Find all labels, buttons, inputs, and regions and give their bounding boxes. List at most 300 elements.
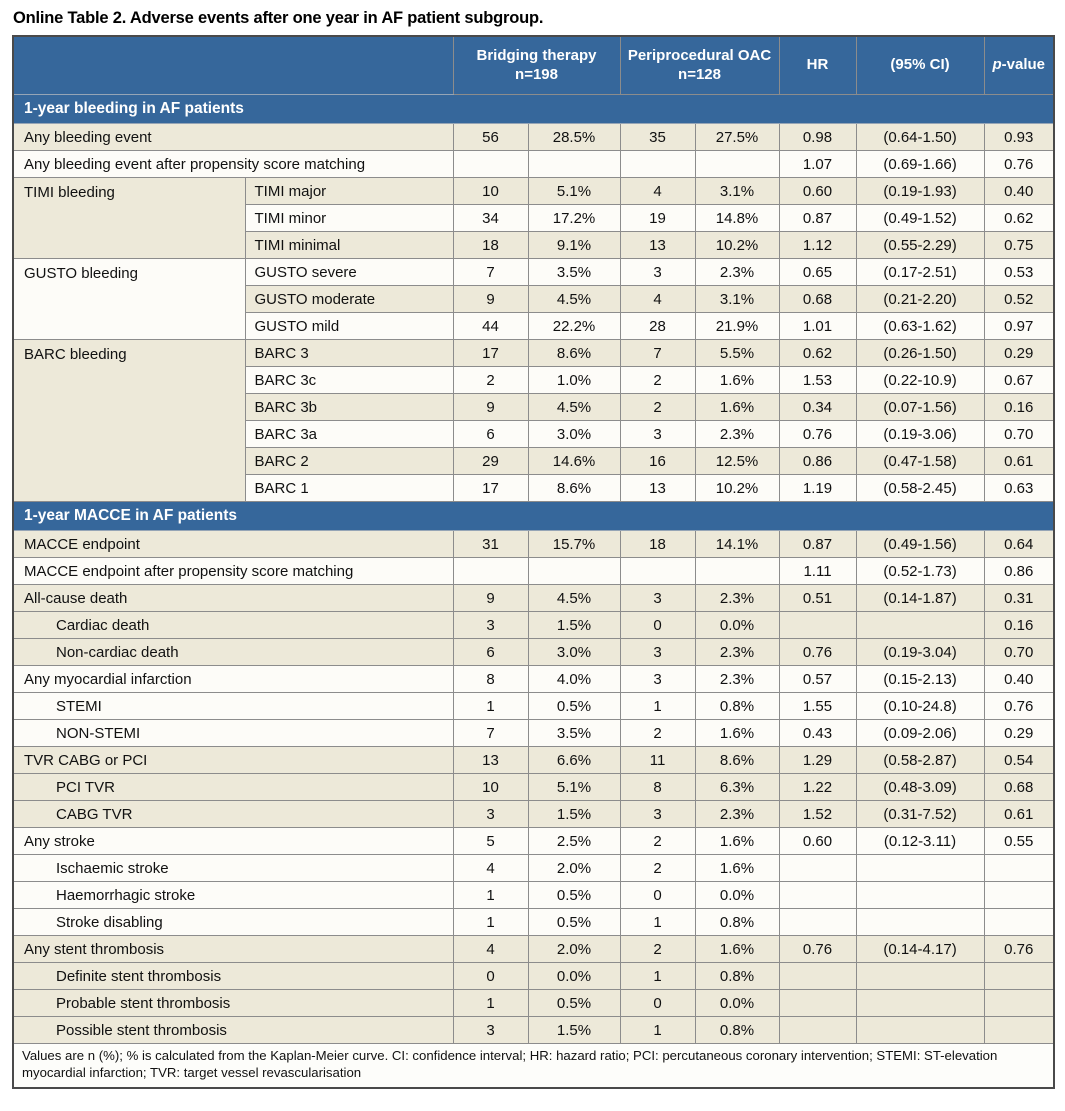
cell-n-oac: 2 xyxy=(620,720,695,747)
cell-ci: (0.47-1.58) xyxy=(856,448,984,475)
cell-pct-bridging: 2.5% xyxy=(528,828,620,855)
cell-pct-bridging: 22.2% xyxy=(528,313,620,340)
cell-pvalue: 0.70 xyxy=(984,421,1054,448)
cell-pct-bridging: 4.5% xyxy=(528,286,620,313)
cell-pct-oac: 6.3% xyxy=(695,774,779,801)
cell-pct-bridging: 4.5% xyxy=(528,585,620,612)
row-label: BARC 3a xyxy=(245,421,453,448)
cell-pvalue: 0.55 xyxy=(984,828,1054,855)
cell-pvalue: 0.29 xyxy=(984,340,1054,367)
cell-ci xyxy=(856,855,984,882)
cell-pct-oac: 1.6% xyxy=(695,394,779,421)
cell-ci: (0.21-2.20) xyxy=(856,286,984,313)
row-label: Stroke disabling xyxy=(13,909,453,936)
row-label: Possible stent thrombosis xyxy=(13,1017,453,1044)
row-label: GUSTO severe xyxy=(245,259,453,286)
cell-pvalue: 0.40 xyxy=(984,178,1054,205)
cell-hr: 0.60 xyxy=(779,828,856,855)
cell-hr xyxy=(779,963,856,990)
cell-pct-oac: 3.1% xyxy=(695,286,779,313)
cell-hr: 1.29 xyxy=(779,747,856,774)
section-header-row xyxy=(13,95,1054,124)
cell-n-bridging: 1 xyxy=(453,909,528,936)
table-row xyxy=(13,855,1054,882)
cell-ci: (0.58-2.87) xyxy=(856,747,984,774)
cell-ci: (0.14-4.17) xyxy=(856,936,984,963)
cell-pct-oac: 0.8% xyxy=(695,963,779,990)
cell-n-bridging: 18 xyxy=(453,232,528,259)
cell-pvalue: 0.16 xyxy=(984,612,1054,639)
cell-pct-oac: 2.3% xyxy=(695,801,779,828)
cell-n-bridging: 9 xyxy=(453,585,528,612)
section-header: 1-year MACCE in AF patients xyxy=(13,502,1054,531)
row-label: TIMI minor xyxy=(245,205,453,232)
cell-pct-oac: 0.8% xyxy=(695,1017,779,1044)
row-label: Any myocardial infarction xyxy=(13,666,453,693)
cell-hr: 0.76 xyxy=(779,936,856,963)
table-row xyxy=(13,801,1054,828)
cell-n-oac xyxy=(620,558,695,585)
cell-pct-bridging: 0.5% xyxy=(528,990,620,1017)
cell-pct-bridging: 4.5% xyxy=(528,394,620,421)
row-label: Any stent thrombosis xyxy=(13,936,453,963)
cell-pct-bridging: 15.7% xyxy=(528,531,620,558)
cell-pct-oac: 5.5% xyxy=(695,340,779,367)
row-label: Ischaemic stroke xyxy=(13,855,453,882)
cell-n-oac: 2 xyxy=(620,936,695,963)
cell-pvalue xyxy=(984,1017,1054,1044)
cell-n-bridging: 56 xyxy=(453,124,528,151)
cell-pct-oac: 3.1% xyxy=(695,178,779,205)
cell-n-oac: 16 xyxy=(620,448,695,475)
row-label: All-cause death xyxy=(13,585,453,612)
cell-hr: 1.11 xyxy=(779,558,856,585)
table-row xyxy=(13,612,1054,639)
cell-ci xyxy=(856,612,984,639)
cell-n-oac: 1 xyxy=(620,693,695,720)
cell-pct-oac: 1.6% xyxy=(695,828,779,855)
cell-n-oac: 1 xyxy=(620,1017,695,1044)
cell-pct-bridging: 17.2% xyxy=(528,205,620,232)
row-label: Non-cardiac death xyxy=(13,639,453,666)
row-label: TVR CABG or PCI xyxy=(13,747,453,774)
cell-hr: 0.60 xyxy=(779,178,856,205)
cell-pvalue xyxy=(984,855,1054,882)
cell-ci: (0.19-3.06) xyxy=(856,421,984,448)
cell-pvalue: 0.64 xyxy=(984,531,1054,558)
cell-hr xyxy=(779,855,856,882)
cell-n-bridging: 7 xyxy=(453,259,528,286)
row-label: PCI TVR xyxy=(13,774,453,801)
cell-n-bridging: 8 xyxy=(453,666,528,693)
cell-n-oac: 19 xyxy=(620,205,695,232)
cell-pvalue: 0.76 xyxy=(984,693,1054,720)
cell-ci: (0.26-1.50) xyxy=(856,340,984,367)
cell-pvalue: 0.61 xyxy=(984,448,1054,475)
cell-n-oac: 8 xyxy=(620,774,695,801)
cell-pct-bridging: 8.6% xyxy=(528,475,620,502)
cell-pvalue xyxy=(984,909,1054,936)
cell-pct-oac: 1.6% xyxy=(695,936,779,963)
cell-pvalue: 0.70 xyxy=(984,639,1054,666)
table-row xyxy=(13,963,1054,990)
row-label: CABG TVR xyxy=(13,801,453,828)
cell-pct-oac: 0.0% xyxy=(695,612,779,639)
cell-n-oac xyxy=(620,151,695,178)
cell-pvalue xyxy=(984,990,1054,1017)
row-label: GUSTO moderate xyxy=(245,286,453,313)
row-label: STEMI xyxy=(13,693,453,720)
cell-ci: (0.12-3.11) xyxy=(856,828,984,855)
cell-hr xyxy=(779,1017,856,1044)
cell-pct-bridging xyxy=(528,558,620,585)
cell-pct-oac: 1.6% xyxy=(695,855,779,882)
p-rest: -value xyxy=(1001,56,1046,74)
oac-n: n=128 xyxy=(678,65,721,83)
cell-pct-oac: 14.8% xyxy=(695,205,779,232)
cell-n-bridging: 7 xyxy=(453,720,528,747)
cell-pct-bridging: 3.5% xyxy=(528,720,620,747)
cell-n-oac: 2 xyxy=(620,367,695,394)
cell-n-bridging: 3 xyxy=(453,801,528,828)
footnote-row xyxy=(13,1044,1054,1088)
cell-n-bridging: 5 xyxy=(453,828,528,855)
cell-n-oac: 4 xyxy=(620,286,695,313)
cell-pvalue: 0.75 xyxy=(984,232,1054,259)
cell-pct-bridging: 1.5% xyxy=(528,1017,620,1044)
cell-pvalue: 0.31 xyxy=(984,585,1054,612)
cell-pct-oac: 1.6% xyxy=(695,367,779,394)
cell-n-oac: 4 xyxy=(620,178,695,205)
header-blank-cell xyxy=(13,36,453,95)
row-label: Any bleeding event xyxy=(13,124,453,151)
cell-pct-oac: 2.3% xyxy=(695,259,779,286)
cell-pvalue: 0.62 xyxy=(984,205,1054,232)
cell-hr: 1.19 xyxy=(779,475,856,502)
table-row xyxy=(13,990,1054,1017)
cell-pct-bridging: 0.5% xyxy=(528,693,620,720)
table-row xyxy=(13,909,1054,936)
cell-n-bridging: 1 xyxy=(453,693,528,720)
cell-n-oac: 3 xyxy=(620,259,695,286)
cell-pvalue: 0.61 xyxy=(984,801,1054,828)
cell-ci: (0.64-1.50) xyxy=(856,124,984,151)
cell-n-oac: 0 xyxy=(620,612,695,639)
cell-pct-oac: 10.2% xyxy=(695,232,779,259)
cell-n-bridging: 1 xyxy=(453,882,528,909)
cell-pct-oac: 21.9% xyxy=(695,313,779,340)
cell-n-oac: 13 xyxy=(620,232,695,259)
cell-ci: (0.63-1.62) xyxy=(856,313,984,340)
cell-n-oac: 0 xyxy=(620,882,695,909)
cell-pct-bridging: 4.0% xyxy=(528,666,620,693)
cell-ci xyxy=(856,909,984,936)
table-row xyxy=(13,720,1054,747)
cell-pct-bridging: 6.6% xyxy=(528,747,620,774)
cell-n-bridging: 4 xyxy=(453,936,528,963)
page-title: Online Table 2. Adverse events after one year in AF patient subgroup. xyxy=(13,9,544,27)
cell-hr: 0.87 xyxy=(779,205,856,232)
cell-pct-bridging: 2.0% xyxy=(528,936,620,963)
row-label: Definite stent thrombosis xyxy=(13,963,453,990)
header-col-bridging xyxy=(453,36,620,95)
section-header-row xyxy=(13,502,1054,531)
table-row xyxy=(13,151,1054,178)
cell-pct-oac: 0.8% xyxy=(695,909,779,936)
cell-n-oac: 2 xyxy=(620,828,695,855)
cell-n-oac: 1 xyxy=(620,909,695,936)
cell-hr: 0.34 xyxy=(779,394,856,421)
row-label: Any bleeding event after propensity score matching xyxy=(13,151,453,178)
cell-hr: 0.86 xyxy=(779,448,856,475)
cell-pct-oac: 0.0% xyxy=(695,990,779,1017)
table-row xyxy=(13,774,1054,801)
cell-ci: (0.14-1.87) xyxy=(856,585,984,612)
cell-n-bridging: 10 xyxy=(453,774,528,801)
table-row xyxy=(13,259,1054,286)
row-label: TIMI minimal xyxy=(245,232,453,259)
cell-n-oac: 35 xyxy=(620,124,695,151)
cell-ci xyxy=(856,990,984,1017)
cell-pct-oac: 2.3% xyxy=(695,639,779,666)
cell-n-bridging: 17 xyxy=(453,340,528,367)
cell-hr: 1.55 xyxy=(779,693,856,720)
cell-hr: 0.62 xyxy=(779,340,856,367)
cell-pct-bridging: 1.0% xyxy=(528,367,620,394)
cell-pvalue: 0.97 xyxy=(984,313,1054,340)
row-label: Probable stent thrombosis xyxy=(13,990,453,1017)
group-label: GUSTO bleeding xyxy=(13,259,245,340)
cell-hr xyxy=(779,612,856,639)
cell-hr: 0.87 xyxy=(779,531,856,558)
cell-ci: (0.09-2.06) xyxy=(856,720,984,747)
cell-n-oac: 11 xyxy=(620,747,695,774)
cell-n-bridging: 29 xyxy=(453,448,528,475)
cell-pct-oac xyxy=(695,558,779,585)
row-label: Haemorrhagic stroke xyxy=(13,882,453,909)
header-col-hr: HR xyxy=(779,36,856,95)
cell-ci: (0.48-3.09) xyxy=(856,774,984,801)
row-label: BARC 3c xyxy=(245,367,453,394)
cell-pct-oac: 27.5% xyxy=(695,124,779,151)
row-label: Any stroke xyxy=(13,828,453,855)
cell-pct-oac: 12.5% xyxy=(695,448,779,475)
cell-n-bridging: 1 xyxy=(453,990,528,1017)
table-row xyxy=(13,178,1054,205)
table-row xyxy=(13,693,1054,720)
header-col-ci: (95% CI) xyxy=(856,36,984,95)
row-label: Cardiac death xyxy=(13,612,453,639)
cell-hr: 1.07 xyxy=(779,151,856,178)
table-row xyxy=(13,585,1054,612)
cell-n-bridging: 3 xyxy=(453,1017,528,1044)
cell-ci: (0.49-1.56) xyxy=(856,531,984,558)
cell-ci xyxy=(856,1017,984,1044)
cell-pvalue: 0.76 xyxy=(984,936,1054,963)
cell-pvalue: 0.63 xyxy=(984,475,1054,502)
row-label: BARC 2 xyxy=(245,448,453,475)
cell-n-oac: 3 xyxy=(620,801,695,828)
bridging-n: n=198 xyxy=(515,65,558,83)
cell-n-bridging: 17 xyxy=(453,475,528,502)
row-label: MACCE endpoint after propensity score matching xyxy=(13,558,453,585)
cell-n-oac: 13 xyxy=(620,475,695,502)
table-row xyxy=(13,558,1054,585)
cell-hr: 1.52 xyxy=(779,801,856,828)
cell-ci xyxy=(856,963,984,990)
cell-ci: (0.58-2.45) xyxy=(856,475,984,502)
cell-pct-bridging: 1.5% xyxy=(528,612,620,639)
table-body xyxy=(13,95,1054,1044)
adverse-events-table xyxy=(12,35,1055,1089)
table-row xyxy=(13,747,1054,774)
cell-n-bridging: 10 xyxy=(453,178,528,205)
cell-ci: (0.07-1.56) xyxy=(856,394,984,421)
cell-n-oac: 3 xyxy=(620,639,695,666)
cell-pct-oac: 2.3% xyxy=(695,666,779,693)
cell-n-oac: 1 xyxy=(620,963,695,990)
cell-pvalue xyxy=(984,963,1054,990)
cell-pct-bridging: 9.1% xyxy=(528,232,620,259)
cell-pct-oac: 0.0% xyxy=(695,882,779,909)
cell-ci: (0.19-1.93) xyxy=(856,178,984,205)
cell-pvalue: 0.93 xyxy=(984,124,1054,151)
cell-hr: 0.65 xyxy=(779,259,856,286)
bridging-label: Bridging therapy xyxy=(476,46,597,64)
cell-n-bridging xyxy=(453,558,528,585)
cell-n-bridging: 13 xyxy=(453,747,528,774)
cell-pct-oac xyxy=(695,151,779,178)
cell-hr: 1.22 xyxy=(779,774,856,801)
cell-n-bridging: 9 xyxy=(453,286,528,313)
footnote-text: Values are n (%); % is calculated from the Kaplan-Meier curve. CI: confidence interval; HR: hazard ratio; PCI: percutaneous coronary intervention; STEMI: ST-elevation myocardial infarction; TVR: target vessel revascularisation xyxy=(13,1044,1054,1088)
cell-hr xyxy=(779,909,856,936)
table-row xyxy=(13,828,1054,855)
cell-pvalue: 0.52 xyxy=(984,286,1054,313)
cell-pct-oac: 2.3% xyxy=(695,421,779,448)
cell-hr: 0.51 xyxy=(779,585,856,612)
cell-pvalue: 0.76 xyxy=(984,151,1054,178)
cell-n-oac: 7 xyxy=(620,340,695,367)
p-italic: p xyxy=(992,56,1002,74)
cell-hr: 0.76 xyxy=(779,639,856,666)
cell-pvalue: 0.86 xyxy=(984,558,1054,585)
cell-pct-bridging xyxy=(528,151,620,178)
cell-pct-oac: 10.2% xyxy=(695,475,779,502)
cell-ci: (0.15-2.13) xyxy=(856,666,984,693)
row-label: BARC 1 xyxy=(245,475,453,502)
cell-n-oac: 2 xyxy=(620,394,695,421)
cell-hr xyxy=(779,882,856,909)
cell-pct-bridging: 14.6% xyxy=(528,448,620,475)
cell-hr: 0.98 xyxy=(779,124,856,151)
cell-n-bridging: 4 xyxy=(453,855,528,882)
cell-ci: (0.19-3.04) xyxy=(856,639,984,666)
cell-n-oac: 3 xyxy=(620,421,695,448)
cell-hr: 0.76 xyxy=(779,421,856,448)
cell-pvalue: 0.67 xyxy=(984,367,1054,394)
cell-pvalue: 0.16 xyxy=(984,394,1054,421)
cell-n-bridging: 31 xyxy=(453,531,528,558)
cell-n-oac: 2 xyxy=(620,855,695,882)
cell-hr: 1.01 xyxy=(779,313,856,340)
cell-n-bridging: 9 xyxy=(453,394,528,421)
row-label: NON-STEMI xyxy=(13,720,453,747)
table-row xyxy=(13,531,1054,558)
cell-n-bridging: 44 xyxy=(453,313,528,340)
cell-n-bridging: 2 xyxy=(453,367,528,394)
cell-pvalue: 0.53 xyxy=(984,259,1054,286)
cell-pct-bridging: 0.5% xyxy=(528,909,620,936)
cell-hr: 0.43 xyxy=(779,720,856,747)
table-row xyxy=(13,639,1054,666)
cell-hr: 1.53 xyxy=(779,367,856,394)
table-row xyxy=(13,124,1054,151)
cell-n-bridging: 6 xyxy=(453,639,528,666)
cell-hr: 0.57 xyxy=(779,666,856,693)
cell-pct-bridging: 1.5% xyxy=(528,801,620,828)
row-label: BARC 3 xyxy=(245,340,453,367)
cell-ci: (0.17-2.51) xyxy=(856,259,984,286)
cell-ci: (0.22-10.9) xyxy=(856,367,984,394)
header-row xyxy=(13,36,1054,95)
header-col-oac xyxy=(620,36,779,95)
cell-pct-bridging: 5.1% xyxy=(528,774,620,801)
cell-ci: (0.31-7.52) xyxy=(856,801,984,828)
cell-pct-oac: 14.1% xyxy=(695,531,779,558)
cell-pct-oac: 1.6% xyxy=(695,720,779,747)
cell-pct-bridging: 2.0% xyxy=(528,855,620,882)
cell-pct-bridging: 0.5% xyxy=(528,882,620,909)
group-label: TIMI bleeding xyxy=(13,178,245,259)
cell-pct-bridging: 3.0% xyxy=(528,639,620,666)
group-label: BARC bleeding xyxy=(13,340,245,502)
cell-n-bridging: 34 xyxy=(453,205,528,232)
cell-n-oac: 28 xyxy=(620,313,695,340)
table-row xyxy=(13,936,1054,963)
cell-n-oac: 3 xyxy=(620,585,695,612)
cell-pct-bridging: 3.0% xyxy=(528,421,620,448)
cell-pvalue: 0.40 xyxy=(984,666,1054,693)
cell-pct-oac: 2.3% xyxy=(695,585,779,612)
cell-pct-oac: 8.6% xyxy=(695,747,779,774)
cell-n-oac: 0 xyxy=(620,990,695,1017)
table-row xyxy=(13,882,1054,909)
cell-n-oac: 3 xyxy=(620,666,695,693)
row-label: GUSTO mild xyxy=(245,313,453,340)
cell-pvalue xyxy=(984,882,1054,909)
cell-pvalue: 0.54 xyxy=(984,747,1054,774)
cell-ci xyxy=(856,882,984,909)
cell-ci: (0.49-1.52) xyxy=(856,205,984,232)
table-row xyxy=(13,666,1054,693)
cell-pct-bridging: 28.5% xyxy=(528,124,620,151)
row-label: MACCE endpoint xyxy=(13,531,453,558)
cell-n-bridging: 0 xyxy=(453,963,528,990)
cell-pct-bridging: 3.5% xyxy=(528,259,620,286)
section-header: 1-year bleeding in AF patients xyxy=(13,95,1054,124)
cell-n-oac: 18 xyxy=(620,531,695,558)
oac-label: Periprocedural OAC xyxy=(627,46,772,64)
cell-pct-oac: 0.8% xyxy=(695,693,779,720)
cell-hr: 0.68 xyxy=(779,286,856,313)
table-row xyxy=(13,340,1054,367)
cell-n-bridging: 6 xyxy=(453,421,528,448)
cell-pct-bridging: 5.1% xyxy=(528,178,620,205)
header-col-pvalue xyxy=(984,36,1054,95)
cell-pct-bridging: 0.0% xyxy=(528,963,620,990)
cell-n-bridging: 3 xyxy=(453,612,528,639)
